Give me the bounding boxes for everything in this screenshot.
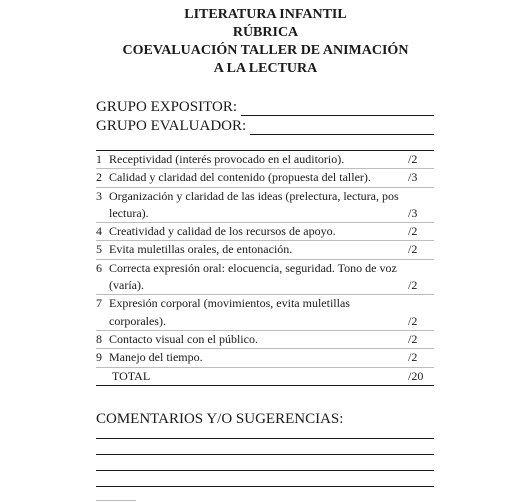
evaluador-blank-line[interactable] <box>250 120 434 135</box>
row-number: 4 <box>96 224 102 239</box>
comment-line[interactable] <box>96 454 434 455</box>
row-criterion: Creatividad y calidad de los recursos de apoyo. <box>109 224 336 239</box>
row-criterion: Receptividad (interés provocado en el auditorio). <box>109 152 345 166</box>
rubric-table <box>96 150 434 386</box>
row-number: 3 <box>96 188 102 203</box>
row-number: 1 <box>96 152 102 166</box>
title-line-2: RÚBRICA <box>232 25 299 40</box>
row-score: /2 <box>408 152 418 166</box>
rubric-row <box>96 260 434 296</box>
rubric-row <box>96 349 434 367</box>
row-score: /2 <box>408 278 418 293</box>
comment-line-partial <box>96 500 136 501</box>
row-number: 5 <box>96 242 102 257</box>
expositor-label: GRUPO EXPOSITOR: <box>96 99 237 115</box>
row-score: /2 <box>408 313 418 328</box>
row-score: /2 <box>408 350 418 365</box>
evaluador-label: GRUPO EVALUADOR: <box>96 118 247 134</box>
comment-line[interactable] <box>96 470 434 471</box>
rubric-row <box>96 223 434 241</box>
row-criterion: Contacto visual con el público. <box>109 331 258 346</box>
comment-line[interactable] <box>96 486 434 487</box>
title-line-4: A LA LECTURA <box>213 61 318 76</box>
total-score: /20 <box>408 368 424 383</box>
rubric-row <box>96 151 434 169</box>
row-number: 9 <box>96 350 102 365</box>
row-score: /2 <box>408 242 418 257</box>
rubric-row <box>96 188 434 224</box>
rubric-row <box>96 331 434 349</box>
row-number: 7 <box>96 296 102 311</box>
rubric-row <box>96 295 434 331</box>
row-criterion: Expresión corporal (movimientos, evita muletillas corporales). <box>109 296 350 328</box>
row-number: 6 <box>96 260 102 275</box>
row-criterion: Organización y claridad de las ideas (prelectura, lectura, pos lectura). <box>109 188 399 220</box>
row-criterion: Evita muletillas orales, de entonación. <box>109 242 293 257</box>
row-number: 8 <box>96 331 102 346</box>
row-number: 2 <box>96 170 102 185</box>
expositor-field <box>96 98 434 116</box>
evaluador-field <box>96 117 434 135</box>
row-score: /2 <box>408 331 418 346</box>
row-score: /3 <box>408 170 418 185</box>
row-criterion: Calidad y claridad del contenido (propuesta del taller). <box>109 170 371 185</box>
comments-label: COMENTARIOS Y/O SUGERENCIAS: <box>96 411 344 427</box>
rubric-row <box>96 241 434 259</box>
row-score: /2 <box>408 224 418 239</box>
total-label: TOTAL <box>112 368 151 383</box>
title-line-1: LITERATURA INFANTIL <box>184 7 347 22</box>
row-score: /3 <box>408 205 418 220</box>
title-line-3: COEVALUACIÓN TALLER DE ANIMACIÓN <box>122 43 409 58</box>
row-criterion: Correcta expresión oral: elocuencia, seguridad. Tono de voz (varía). <box>109 260 397 293</box>
expositor-blank-line[interactable] <box>241 101 434 116</box>
rubric-row <box>96 169 434 187</box>
comment-line[interactable] <box>96 438 434 439</box>
total-row <box>96 368 434 386</box>
row-criterion: Manejo del tiempo. <box>109 350 203 365</box>
document-title <box>0 6 531 78</box>
